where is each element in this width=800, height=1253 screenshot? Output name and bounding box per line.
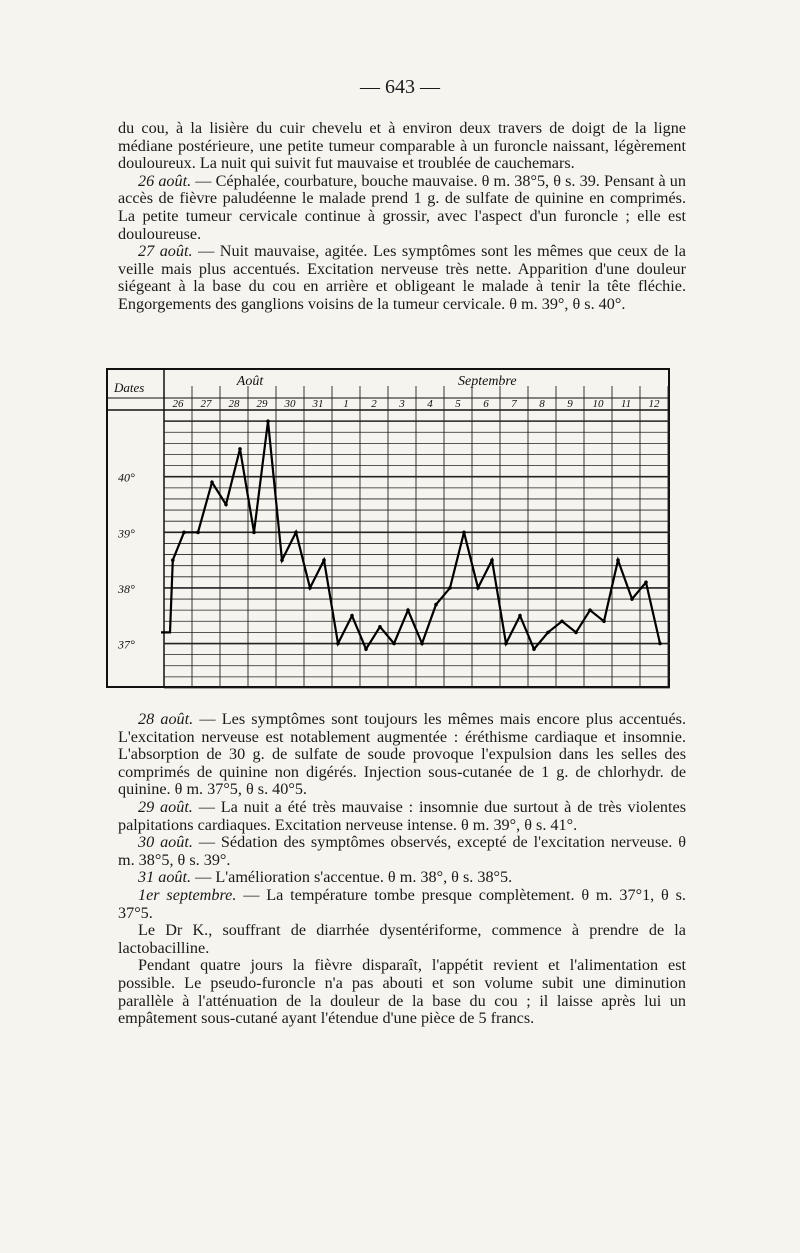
day-label: 29 — [256, 398, 268, 410]
entry-date: 1er septembre. — [138, 885, 237, 904]
temperature-line — [161, 421, 660, 649]
day-label: 31 — [312, 398, 324, 410]
entry-date: 26 août. — [138, 171, 192, 190]
paragraph — [118, 887, 686, 922]
temperature-point — [252, 531, 256, 535]
temperature-point — [294, 531, 298, 535]
temperature-point — [308, 586, 312, 590]
temperature-chart-svg — [106, 368, 672, 690]
page-number: — 643 — — [360, 76, 440, 98]
entry-date: 28 août. — [138, 710, 194, 728]
paragraph-text: — La température tombe presque complètement. θ m. 37°1, θ s. 37°5. — [118, 885, 686, 922]
paragraph-text: — Nuit mauvaise, agitée. Les symptômes sont les mêmes que ceux de la veille mais plus accentués. Excitation nerveuse très nette. Apparition d'une douleur siégeant à la base du cou en arrière et obligeant le malade à tenir la tête fléchie. Engorgements des ganglions voisins de la tumeur cervicale. θ m. 39°, θ s. 40°. — [118, 242, 686, 313]
paragraph-text: — Les symptômes sont toujours les mêmes mais encore plus accentués. L'excitation nerveuse est notablement augmentée : éréthisme cardiaque et insomnie. L'absorption de 30 g. de sulfate de soude provoque l'expulsion dans les selles des comprimés de quinine non digérés. Injection sous-cutanée de 1 g. de chlorhydr. de quinine. θ m. 37°5, θ s. 40°5. — [118, 710, 687, 799]
temperature-point — [336, 642, 340, 646]
temperature-point — [476, 586, 480, 590]
y-tick-label: 39° — [118, 526, 135, 541]
temperature-point — [602, 619, 606, 623]
y-tick-label: 37° — [118, 637, 135, 652]
paragraph — [118, 243, 686, 313]
paragraph-text: Le Dr K., souffrant de diarrhée dysentériforme, commence à prendre de la lactobacilline. — [118, 921, 686, 957]
entry-date: 31 août. — [138, 868, 192, 887]
y-tick-label: 38° — [118, 581, 135, 596]
paragraph — [118, 120, 686, 173]
temperature-point — [560, 619, 564, 623]
text-block-top — [118, 120, 686, 314]
month-label-august: Août — [236, 374, 264, 389]
paragraph-text: — Sédation des symptômes observés, excepté de l'excitation nerveuse. θ m. 38°5, θ s. 39°. — [118, 833, 686, 869]
paragraph — [118, 799, 686, 834]
corner-label: Dates — [114, 380, 145, 395]
temperature-point — [630, 597, 634, 601]
temperature-point — [518, 614, 522, 618]
day-label: 3 — [399, 398, 405, 410]
day-label: 30 — [284, 398, 296, 410]
paragraph — [118, 957, 686, 1027]
temperature-point — [280, 558, 284, 562]
paragraph-text: — L'amélioration s'accentue. θ m. 38°, θ s. 38°5. — [191, 868, 513, 887]
day-label: 27 — [200, 398, 212, 410]
paragraph — [118, 834, 686, 869]
day-label: 6 — [483, 398, 489, 410]
paragraph — [118, 711, 686, 799]
day-label: 4 — [427, 398, 433, 410]
day-label: 12 — [648, 398, 660, 410]
temperature-point — [210, 480, 214, 484]
temperature-point — [644, 581, 648, 585]
temperature-point — [434, 603, 438, 607]
paragraph — [118, 922, 686, 957]
temperature-point — [238, 447, 242, 451]
day-label: 10 — [592, 398, 604, 410]
day-label: 26 — [172, 398, 184, 410]
temperature-point — [182, 531, 186, 535]
temperature-chart — [106, 368, 672, 695]
day-label: 9 — [567, 398, 573, 410]
temperature-point — [322, 558, 326, 562]
temperature-point — [420, 642, 424, 646]
entry-date: 29 août. — [138, 797, 193, 816]
day-label: 28 — [228, 398, 240, 410]
day-label: 11 — [620, 398, 632, 410]
temperature-point — [532, 647, 536, 651]
y-tick-label: 40° — [118, 470, 135, 485]
day-label: 8 — [539, 398, 545, 410]
temperature-point — [448, 586, 452, 590]
paragraph — [118, 869, 686, 887]
entry-date: 30 août. — [138, 833, 193, 852]
paragraph-text: du cou, à la lisière du cuir chevelu et à environ deux travers de doigt de la ligne médiane postérieure, une petite tumeur comparable à un furoncle naissant, légèrement douloureux. La nuit qui suivit fut mauvaise et troublée de cauchemars. — [118, 119, 686, 173]
temperature-point — [378, 625, 382, 629]
day-label: 1 — [343, 398, 349, 410]
temperature-point — [574, 631, 578, 635]
paragraph-text: — Céphalée, courbature, bouche mauvaise. θ m. 38°5, θ s. 39. Pensant à un accès de fièvre paludéenne le malade prend 1 g. de sulfate de quinine en comprimés. La petite tumeur cervicale continue à grossir, avec l'aspect d'un furoncle ; elle est douloureuse. — [118, 171, 686, 243]
day-label: 7 — [511, 398, 517, 410]
temperature-point — [171, 558, 175, 562]
temperature-point — [224, 503, 228, 507]
temperature-point — [490, 558, 494, 562]
temperature-point — [196, 531, 200, 535]
paragraph-text: Pendant quatre jours la fièvre disparaît, l'appétit revient et l'alimentation est possible. Le pseudo-furoncle n'a pas abouti et son volume subit une diminution parallèle à l'atténuation de la douleur de la base du cou ; il laisse après lui un empâtement sous-cutané ayant l'étendue d'une pièce de 5 francs. — [118, 956, 686, 1028]
month-label-september: Septembre — [458, 374, 517, 389]
temperature-point — [406, 608, 410, 612]
temperature-point — [350, 614, 354, 618]
text-block-bottom — [118, 711, 686, 1028]
temperature-point — [546, 631, 550, 635]
entry-date: 27 août. — [138, 242, 193, 261]
temperature-point — [616, 558, 620, 562]
temperature-point — [588, 608, 592, 612]
paragraph — [118, 173, 686, 243]
paragraph-text: — La nuit a été très mauvaise : insomnie due surtout à de très violentes palpitations cardiaques. Excitation nerveuse intense. θ m. 39°, θ s. 41°. — [118, 797, 686, 834]
temperature-point — [364, 647, 368, 651]
temperature-point — [392, 642, 396, 646]
temperature-point — [462, 531, 466, 535]
temperature-point — [266, 419, 270, 423]
temperature-point — [658, 642, 662, 646]
day-label: 5 — [455, 398, 461, 410]
temperature-point — [504, 642, 508, 646]
day-label: 2 — [371, 398, 377, 410]
